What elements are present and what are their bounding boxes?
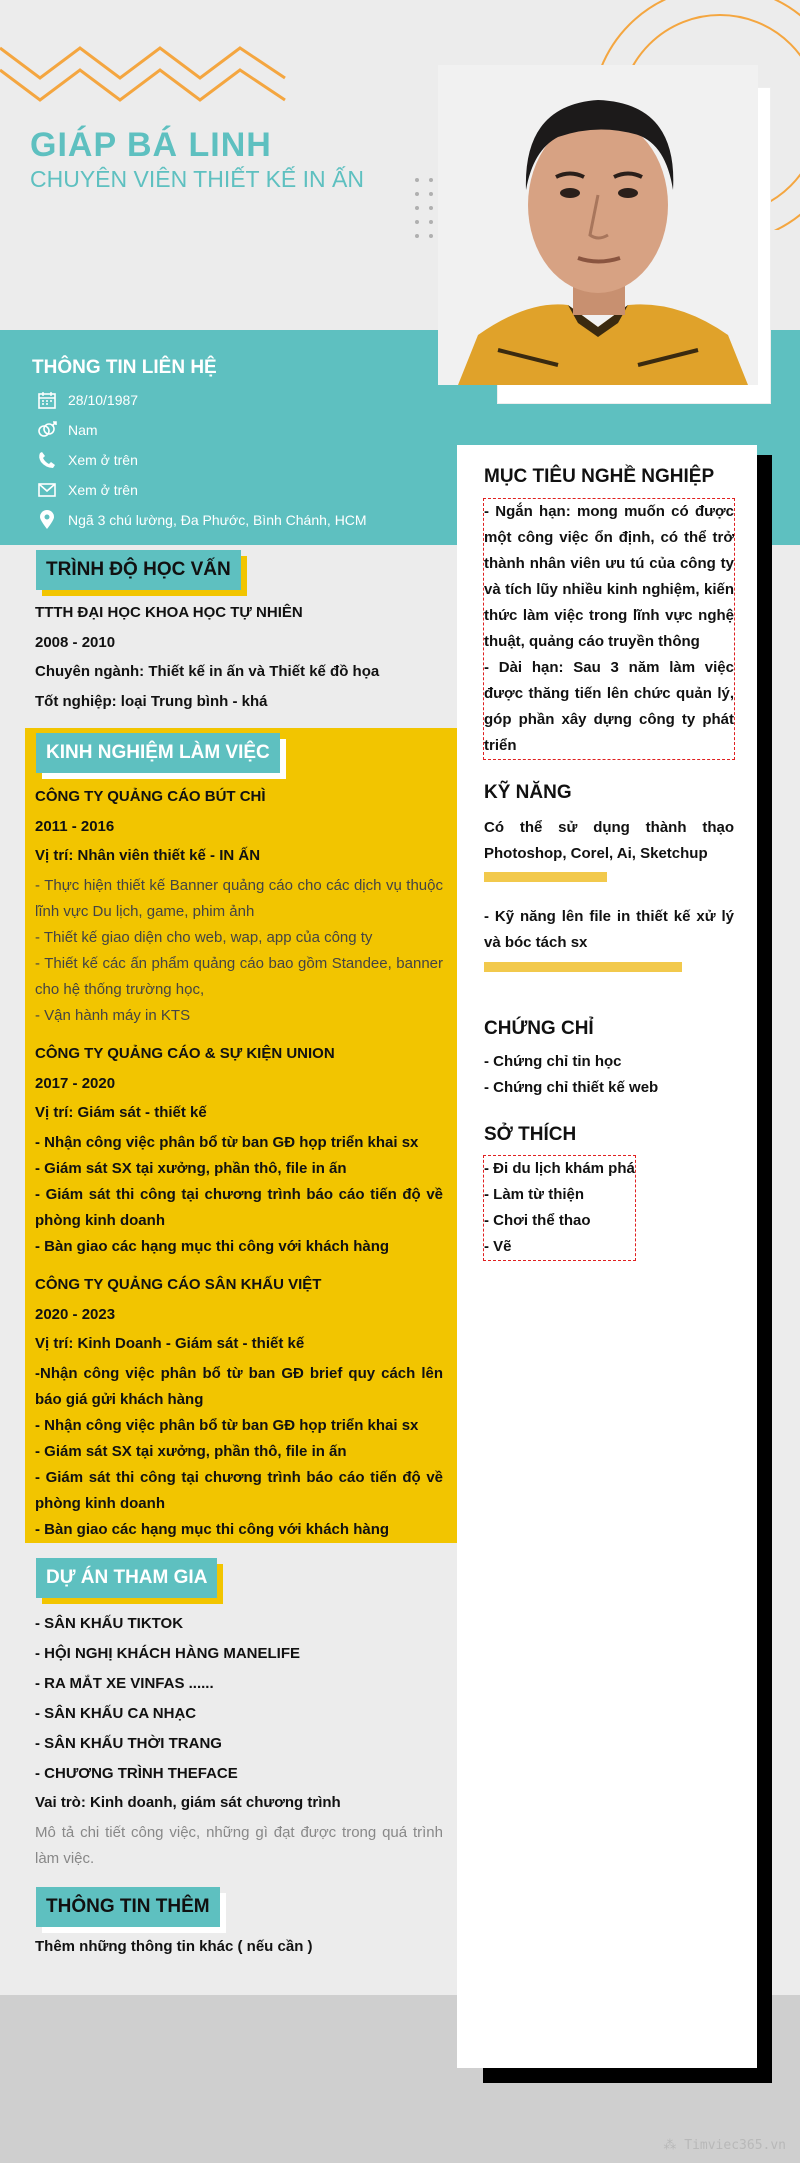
contact-phone-text: Xem ở trên	[68, 452, 138, 468]
contact-birthdate	[36, 388, 138, 412]
extra-title	[36, 1887, 220, 1927]
skill-2-text: - Kỹ năng lên file in thiết kế xử lý và bóc tách sx	[484, 908, 734, 951]
job-1-period: 2011 - 2016	[35, 818, 115, 835]
candidate-role: CHUYÊN VIÊN THIẾT KẾ IN ẤN	[30, 166, 364, 192]
job-3-period: 2020 - 2023	[35, 1306, 116, 1323]
skill-1-text: Có thể sử dụng thành thạo Photoshop, Corel, Ai, Sketchup	[484, 819, 734, 862]
profile-photo	[438, 65, 758, 385]
projects-title	[36, 1558, 217, 1598]
project-item-1: - SÂN KHẤU TIKTOK	[35, 1615, 184, 1632]
education-title-text: TRÌNH ĐỘ HỌC VẤN	[46, 559, 231, 580]
extra-text: Thêm những thông tin khác ( nếu cần )	[35, 1938, 313, 1955]
certificates-title: CHỨNG CHỈ	[484, 1018, 594, 1039]
zigzag-decoration	[0, 30, 290, 105]
project-item-4: - SÂN KHẤU CA NHẠC	[35, 1705, 197, 1722]
job-2-company: CÔNG TY QUẢNG CÁO & SỰ KIỆN UNION	[35, 1045, 335, 1062]
hobby-item-2: - Làm từ thiện	[484, 1186, 585, 1203]
phone-icon	[36, 449, 58, 471]
contact-title: THÔNG TIN LIÊN HỆ	[32, 357, 217, 378]
job-3-task-1: -Nhận công việc phân bổ từ ban GĐ brief quy cách lên báo giá gửi khách hàng	[35, 1365, 443, 1408]
gender-icon	[36, 419, 58, 441]
watermark-icon: ⁂	[663, 2138, 685, 2153]
candidate-name: GIÁP BÁ LINH	[30, 126, 272, 164]
skill-1-bar	[484, 872, 607, 882]
job-3-task-5: - Bàn giao các hạng mục thi công với khách hàng	[35, 1521, 390, 1538]
hobby-item-3: - Chơi thể thao	[484, 1212, 591, 1229]
job-3-task-3: - Giám sát SX tại xưởng, phần thô, file in ấn	[35, 1443, 347, 1460]
skills-title: KỸ NĂNG	[484, 782, 572, 803]
job-3-task-2: - Nhận công việc phân bổ từ ban GĐ họp triển khai sx	[35, 1417, 419, 1434]
certificate-item-1: - Chứng chỉ tin học	[484, 1053, 622, 1070]
education-school: TTTH ĐẠI HỌC KHOA HỌC TỰ NHIÊN	[35, 604, 303, 621]
experience-title-text: KINH NGHIỆM LÀM VIỆC	[46, 742, 270, 763]
hobby-item-1: - Đi du lịch khám phá	[484, 1160, 635, 1177]
job-2-task-1: - Nhận công việc phân bổ từ ban GĐ họp triển khai sx	[35, 1134, 419, 1151]
education-major: Chuyên ngành: Thiết kế in ấn và Thiết kế đồ họa	[35, 663, 380, 680]
skill-2-bar	[484, 962, 682, 972]
hobby-item-4: - Vẽ	[484, 1238, 512, 1255]
job-1-task-2: - Thiết kế giao diện cho web, wap, app của công ty	[35, 929, 373, 946]
project-description: Mô tả chi tiết công việc, những gì đạt được trong quá trình làm việc.	[35, 1824, 443, 1867]
location-icon	[36, 509, 58, 531]
project-item-2: - HỘI NGHỊ KHÁCH HÀNG MANELIFE	[35, 1645, 300, 1662]
contact-email-text: Xem ở trên	[68, 482, 138, 498]
hobbies-title: SỞ THÍCH	[484, 1124, 577, 1145]
certificate-item-2: - Chứng chỉ thiết kế web	[484, 1079, 659, 1096]
objective-short-term: - Ngắn hạn: mong muốn có được một công việc ổn định, có thể trở thành nhân viên ưu tú của công ty và tích lũy nhiều kinh nghiệm, kiến thức làm việc trong lĩnh vực nghệ thuật, quảng cáo truyền thông	[484, 503, 734, 650]
job-1-task-1: - Thực hiện thiết kế Banner quảng cáo cho các dịch vụ thuộc lĩnh vực Du lịch, game, phim ảnh	[35, 877, 443, 920]
contact-email	[36, 478, 138, 502]
project-role: Vai trò: Kinh doanh, giám sát chương trình	[35, 1794, 341, 1811]
calendar-icon	[36, 389, 58, 411]
job-3-task-4: - Giám sát thi công tại chương trình báo cáo tiến độ về phòng kinh doanh	[35, 1469, 443, 1512]
job-2-task-4: - Bàn giao các hạng mục thi công với khách hàng	[35, 1238, 390, 1255]
contact-address	[36, 508, 367, 532]
job-2-task-3: - Giám sát thi công tại chương trình báo cáo tiến độ về phòng kinh doanh	[35, 1186, 443, 1229]
job-2-position: Vị trí: Giám sát - thiết kế	[35, 1104, 207, 1121]
job-3-company: CÔNG TY QUẢNG CÁO SÂN KHẤU VIỆT	[35, 1276, 322, 1293]
job-1-task-3: - Thiết kế các ấn phẩm quảng cáo bao gồm Standee, banner cho hệ thống trường học,	[35, 955, 443, 998]
contact-gender	[36, 418, 98, 442]
education-title	[36, 550, 241, 590]
contact-gender-text: Nam	[68, 422, 98, 438]
job-2-task-2: - Giám sát SX tại xưởng, phần thô, file in ấn	[35, 1160, 347, 1177]
project-item-5: - SÂN KHẤU THỜI TRANG	[35, 1735, 222, 1752]
project-item-6: - CHƯƠNG TRÌNH THEFACE	[35, 1765, 238, 1782]
job-1-task-4: - Vận hành máy in KTS	[35, 1007, 191, 1024]
education-grade: Tốt nghiệp: loại Trung bình - khá	[35, 693, 268, 710]
job-3-position: Vị trí: Kinh Doanh - Giám sát - thiết kế	[35, 1335, 305, 1352]
watermark	[663, 2138, 786, 2153]
project-item-3: - RA MẮT XE VINFAS ......	[35, 1675, 214, 1692]
contact-birthdate-text: 28/10/1987	[68, 392, 139, 408]
job-1-company: CÔNG TY QUẢNG CÁO BÚT CHÌ	[35, 788, 266, 805]
education-period: 2008 - 2010	[35, 634, 116, 651]
contact-phone	[36, 448, 138, 472]
watermark-text: Timviec365.vn	[684, 2138, 786, 2153]
extra-title-text: THÔNG TIN THÊM	[46, 1896, 210, 1917]
projects-title-text: DỰ ÁN THAM GIA	[46, 1567, 208, 1588]
job-2-period: 2017 - 2020	[35, 1075, 116, 1092]
email-icon	[36, 479, 58, 501]
job-1-position: Vị trí: Nhân viên thiết kế - IN ẤN	[35, 847, 261, 864]
objective-title: MỤC TIÊU NGHỀ NGHIỆP	[484, 466, 715, 487]
objective-long-term: - Dài hạn: Sau 3 năm làm việc được thăng tiến lên chức quản lý, góp phần xây dựng công ty phát triển	[484, 659, 734, 754]
contact-address-text: Ngã 3 chú lường, Đa Phước, Bình Chánh, HCM	[68, 512, 367, 528]
experience-title	[36, 733, 280, 773]
